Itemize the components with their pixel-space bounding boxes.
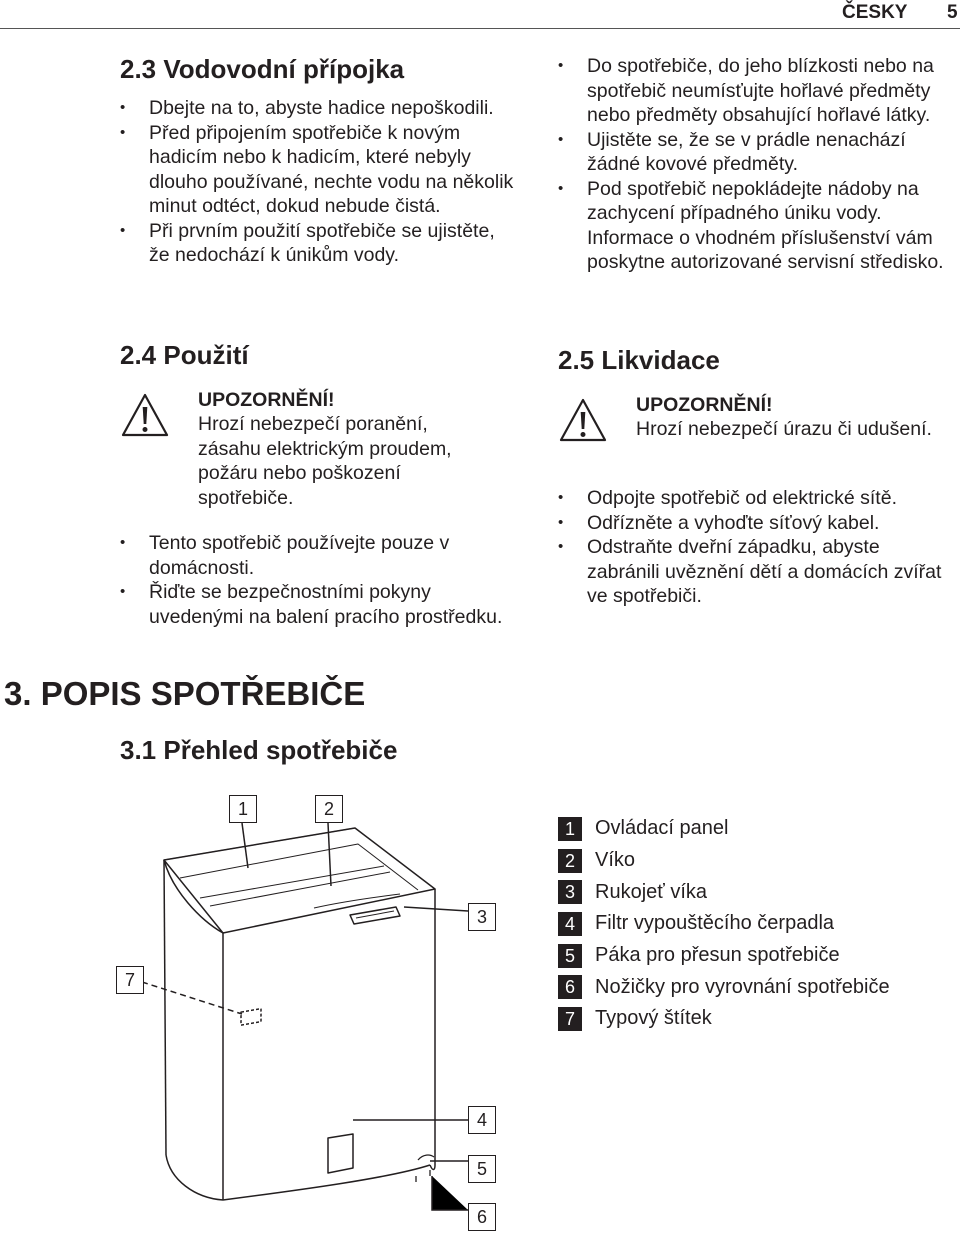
legend-number: 5 [558,944,582,968]
list-item: • Při prvním použití spotřebiče se ujistěte, že nedochází k únikům vody. [120,219,520,268]
rating-plate [241,1009,261,1026]
legend-label: Nožičky pro vyrovnání spotřebiče [595,975,890,998]
legend-item [558,845,890,877]
section-2-4-list [120,531,520,629]
section-2-3-list [120,96,520,268]
list-item: • Do spotřebiče, do jeho blízkosti nebo na spotřebič neumísťujte hořlavé předměty nebo předměty obsahující hořlavé látky. [558,54,953,128]
section-2-5-list [558,486,953,609]
legend-number: 2 [558,849,582,873]
warning-triangle-icon [120,392,170,438]
list-item: • Dbejte na to, abyste hadice nepoškodili. [120,96,520,121]
callout-6: 6 [468,1203,496,1231]
callout-3: 3 [468,903,496,931]
legend-label: Typový štítek [595,1007,712,1030]
legend-item [558,1003,890,1035]
legend-number: 3 [558,880,582,904]
legend-number: 4 [558,912,582,936]
callout-7: 7 [116,966,144,994]
list-item: • Ujistěte se, že se v prádle nenachází žádné kovové předměty. [558,128,953,177]
legend-item [558,876,890,908]
warning-box-2-5 [558,393,953,473]
warning-text: Hrozí nebezpečí úrazu či udušení. [636,418,932,440]
legend-item [558,908,890,940]
legend-label: Víko [595,849,636,872]
legend-number: 6 [558,975,582,999]
callout-5: 5 [468,1155,496,1183]
lid-handle [350,907,400,924]
legend-number: 7 [558,1007,582,1031]
diagram-legend [558,813,890,1035]
list-item: • Odpojte spotřebič od elektrické sítě. [558,486,953,511]
warning-title: UPOZORNĚNÍ! [636,394,773,416]
list-item: • Řiďte se bezpečnostními pokyny uvedenými na balení pracího prostředku. [120,580,520,629]
filter-door [328,1134,353,1173]
list-item: • Pod spotřebič nepokládejte nádoby na zachycení případného úniku vody. Informace o vhodném příslušenství vám poskytne autorizované servisní středisko. [558,177,953,275]
legend-label: Rukojeť víka [595,880,707,903]
section-3-1-title: 3.1 Přehled spotřebiče [120,735,398,765]
warning-title: UPOZORNĚNÍ! [198,389,335,411]
callout-4: 4 [468,1106,496,1134]
right-column-list [558,54,953,275]
page-number: 5 [947,2,958,23]
warning-triangle-icon [558,397,608,443]
legend-label: Filtr vypouštěcího čerpadla [595,912,835,935]
warning-text: Hrozí nebezpečí poranění, zásahu elektrickým proudem, požáru nebo poškození spotřebiče. [198,413,452,509]
callout-2: 2 [315,795,343,823]
page-header [0,0,960,32]
header-language: ČESKY [842,2,908,23]
appliance-diagram [100,790,520,1230]
list-item: • Tento spotřebič používejte pouze v domácnosti. [120,531,520,580]
legend-number: 1 [558,817,582,841]
section-2-5-title: 2.5 Likvidace [558,345,720,375]
section-2-3-title: 2.3 Vodovodní přípojka [120,54,405,84]
legend-item [558,971,890,1003]
chapter-3-title: 3. POPIS SPOTŘEBIČE [4,675,366,712]
list-item: • Odřízněte a vyhoďte síťový kabel. [558,511,953,536]
header-rule [0,28,960,29]
legend-item [558,813,890,845]
legend-label: Páka pro přesun spotřebiče [595,944,840,967]
list-item: • Před připojením spotřebiče k novým hadicím nebo k hadicím, které nebyly dlouho používané, nechte vodu na několik minut odtéct, dokud nebude čistá. [120,121,520,219]
list-item: • Odstraňte dveřní západku, abyste zabránili uvěznění dětí a domácích zvířat ve spotřebiči. [558,535,953,609]
section-2-4-title: 2.4 Použití [120,340,249,370]
callout-1: 1 [229,795,257,823]
legend-label: Ovládací panel [595,817,729,840]
warning-box-2-4 [120,388,520,518]
legend-item [558,940,890,972]
